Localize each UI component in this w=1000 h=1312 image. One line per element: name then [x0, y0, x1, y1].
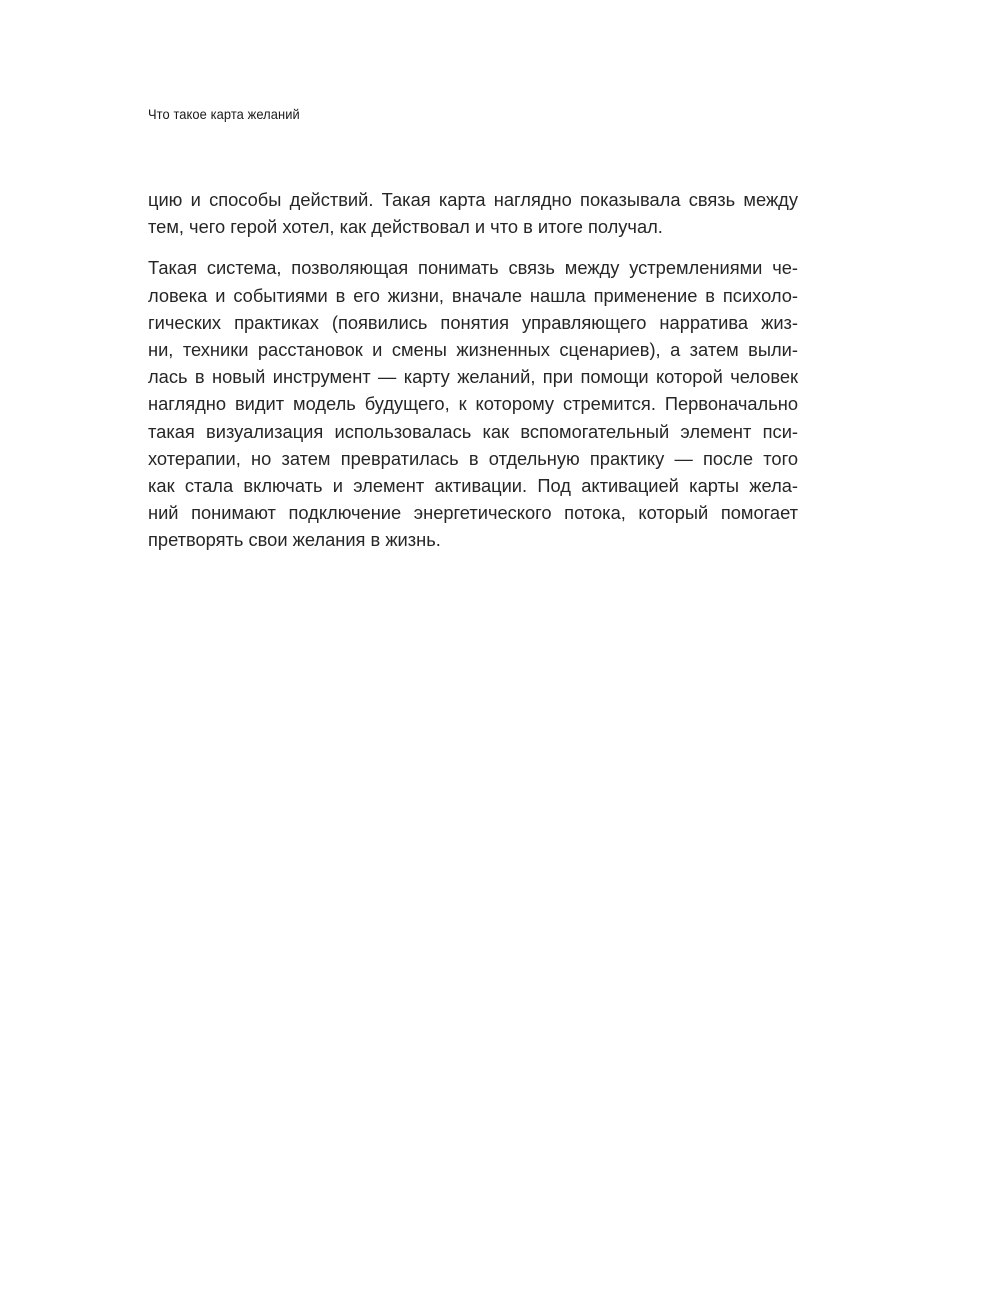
text-line: тем, чего герой хотел, как действовал и что в итоге получал. [148, 216, 663, 238]
paragraph-spacer [148, 240, 798, 254]
text-line: ний понимают подключение энергетического потока, который помогает [148, 502, 798, 524]
text-line: как стала включать и элемент активации. Под активацией карты жела- [148, 475, 798, 497]
text-line: лась в новый инструмент — карту желаний, при помощи которой человек [148, 366, 798, 388]
text-line: наглядно видит модель будущего, к которому стремится. Первоначально [148, 393, 798, 415]
text-line: гических практиках (появились понятия управляющего нарратива жиз- [148, 311, 798, 333]
text-line: Такая система, позволяющая понимать связь между устремлениями че- [148, 257, 798, 279]
running-header: Что такое карта желаний [148, 106, 300, 122]
text-line: ни, техники расстановок и смены жизненных сценариев), а затем выли- [148, 339, 798, 361]
paragraph-1 [148, 186, 798, 240]
text-line: ловека и событиями в его жизни, вначале нашла применение в психоло- [148, 284, 798, 306]
paragraph-2 [148, 254, 798, 553]
text-line: цию и способы действий. Такая карта наглядно показывала связь между [148, 189, 798, 210]
text-line: претворять свои желания в жизнь. [148, 529, 441, 551]
body-text [148, 186, 798, 554]
text-line: такая визуализация использовалась как вспомогательный элемент пси- [148, 420, 798, 442]
text-line: хотерапии, но затем превратилась в отдельную практику — после того [148, 447, 798, 469]
